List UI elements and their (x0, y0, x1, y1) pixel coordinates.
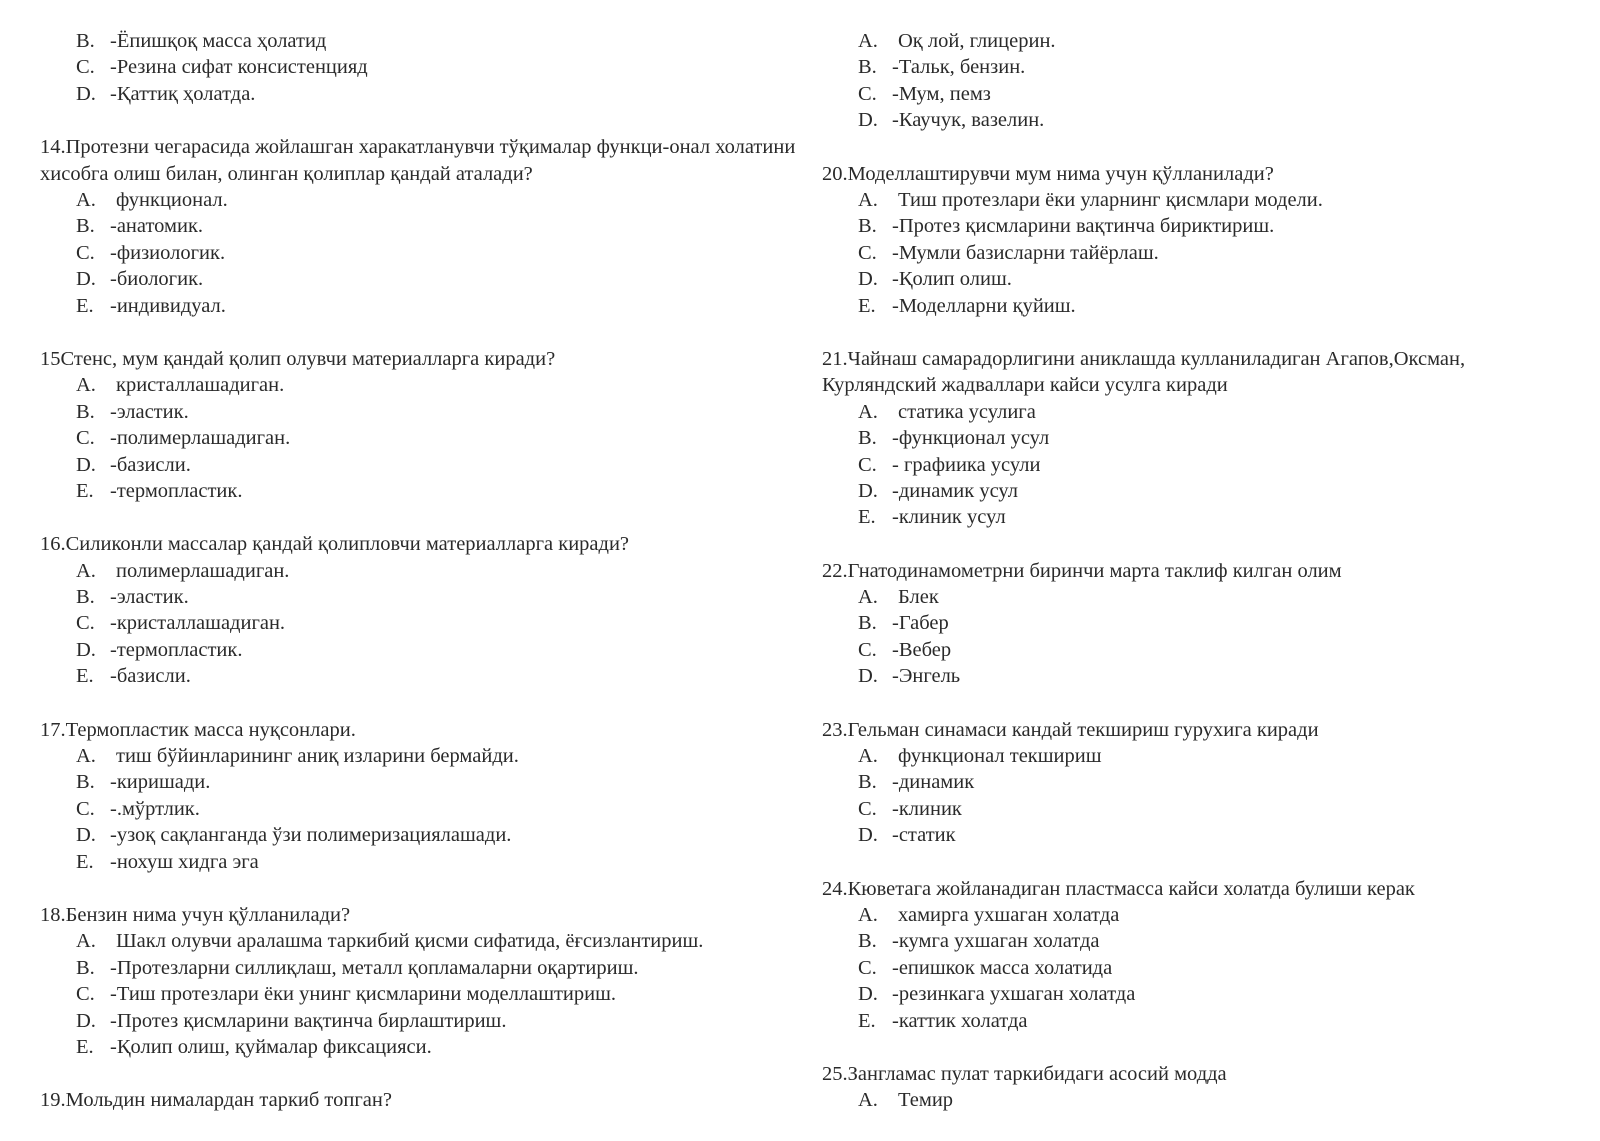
answer-option (822, 452, 1582, 478)
option-letter: E. (76, 479, 94, 502)
question-text: 19.Мольдин нималардан таркиб топган? (40, 1089, 392, 1112)
option-letter: A. (76, 188, 96, 211)
option-text: тиш бўйинларининг аниқ изларини бермайди. (116, 745, 519, 768)
option-letter: A. (76, 374, 96, 397)
option-letter: E. (858, 294, 876, 317)
option-text: хамирга ухшаган холатда (898, 904, 1120, 927)
question-block (40, 28, 800, 107)
option-letter: C. (76, 612, 95, 635)
answer-option (40, 637, 800, 663)
question-block (40, 902, 800, 1060)
option-letter: A. (858, 745, 878, 768)
option-letter: C. (858, 453, 877, 476)
option-letter: C. (858, 241, 877, 264)
option-text: Темир (898, 1089, 954, 1112)
option-letter: C. (76, 797, 95, 820)
answer-option (40, 81, 800, 107)
answer-option (40, 293, 800, 319)
option-text: -резинкага ухшаган холатда (892, 983, 1136, 1006)
answer-option (822, 1008, 1582, 1034)
answer-option (822, 981, 1582, 1007)
answer-option (822, 955, 1582, 981)
answer-option (822, 240, 1582, 266)
answer-option (40, 1008, 800, 1034)
answer-option (822, 28, 1582, 54)
answer-option (822, 187, 1582, 213)
option-letter: B. (76, 215, 95, 238)
option-letter: C. (76, 241, 95, 264)
answer-option (822, 213, 1582, 239)
option-text: -кристаллашадиган. (110, 612, 286, 635)
option-letter: A. (76, 745, 96, 768)
option-letter: E. (76, 850, 94, 873)
answer-option (822, 902, 1582, 928)
option-letter: D. (76, 638, 96, 661)
option-letter: D. (858, 268, 878, 291)
answer-option (822, 54, 1582, 80)
answer-option (40, 769, 800, 795)
option-text: -киришади. (110, 771, 211, 794)
answer-option (40, 478, 800, 504)
option-text: Шакл олувчи аралашма таркибий қисми сифатида, ёғсизлантириш. (116, 930, 704, 953)
option-letter: C. (858, 797, 877, 820)
option-text: -физиологик. (110, 241, 226, 264)
question-block (822, 161, 1582, 319)
answer-option (822, 796, 1582, 822)
answer-option (822, 425, 1582, 451)
option-letter: B. (76, 771, 95, 794)
question-text: 22.Гнатодинамометрни биринчи марта таклиф килган олим (822, 559, 1342, 582)
question-block (822, 558, 1582, 690)
answer-option (40, 425, 800, 451)
answer-option (40, 558, 800, 584)
option-text: -базисли. (110, 453, 191, 476)
option-letter: D. (76, 82, 96, 105)
option-text: -Габер (892, 612, 949, 635)
option-letter: A. (76, 559, 96, 582)
answer-option (40, 849, 800, 875)
answer-option (822, 928, 1582, 954)
option-text: статика усулига (898, 400, 1036, 423)
option-text: -термопластик. (110, 479, 243, 502)
question-text: 17.Термопластик масса нуқсонлари. (40, 718, 356, 741)
option-text: -биологик. (110, 268, 204, 291)
option-text: -Протезларни силлиқлаш, металл қопламаларни оқартириш. (110, 956, 639, 979)
question-text: 18.Бензин нима учун қўлланилади? (40, 904, 351, 927)
option-letter: A. (858, 188, 878, 211)
answer-option (40, 743, 800, 769)
option-letter: B. (858, 930, 877, 953)
option-letter: A. (76, 930, 96, 953)
answer-option (822, 769, 1582, 795)
option-letter: E. (858, 1009, 876, 1032)
answer-option (822, 663, 1582, 689)
answer-option (822, 293, 1582, 319)
question-block (40, 346, 800, 504)
answer-option (822, 637, 1582, 663)
answer-option (40, 54, 800, 80)
option-text: -Протез қисмларини вақтинча бирлаштириш. (110, 1009, 507, 1032)
option-letter: B. (76, 586, 95, 609)
answer-option (40, 240, 800, 266)
question-block (40, 134, 800, 319)
option-letter: C. (858, 956, 877, 979)
option-text: функционал текшириш (898, 745, 1102, 768)
option-letter: E. (76, 294, 94, 317)
option-text: полимерлашадиган. (116, 559, 290, 582)
option-text: -нохуш хидга эга (110, 850, 259, 873)
option-text: Блек (898, 586, 939, 609)
option-letter: D. (76, 453, 96, 476)
question-text: 24.Кюветага жойланадиган пластмасса кайси холатда булиши керак (822, 877, 1415, 900)
answer-option (40, 981, 800, 1007)
left-column (40, 28, 800, 1141)
question-block (822, 876, 1582, 1034)
question-text: 15Стенс, мум қандай қолип олувчи материалларга киради? (40, 347, 556, 370)
answer-option (40, 399, 800, 425)
answer-option (40, 584, 800, 610)
option-text: -клиник усул (892, 506, 1006, 529)
answer-option (40, 187, 800, 213)
option-text: -.мўртлик. (110, 797, 200, 820)
answer-option (40, 372, 800, 398)
option-letter: D. (858, 665, 878, 688)
option-text: -Ёпишқоқ масса ҳолатид (110, 30, 327, 52)
option-text: -Мум, пемз (892, 82, 991, 105)
option-text: -Қолип олиш, қуймалар фиксацияси. (110, 1035, 432, 1058)
option-letter: D. (76, 824, 96, 847)
answer-option (40, 955, 800, 981)
right-column (822, 28, 1582, 1141)
option-letter: B. (76, 30, 95, 52)
option-letter: D. (858, 479, 878, 502)
answer-option (40, 28, 800, 54)
option-letter: B. (76, 400, 95, 423)
option-letter: D. (858, 983, 878, 1006)
option-letter: B. (858, 771, 877, 794)
option-text: -Моделларни қуйиш. (892, 294, 1076, 317)
question-block (822, 346, 1582, 531)
option-letter: E. (858, 506, 876, 529)
option-text: функционал. (116, 188, 228, 211)
option-text: -Тальк, бензин. (892, 56, 1026, 79)
answer-option (822, 822, 1582, 848)
answer-option (40, 213, 800, 239)
option-text: - графиика усули (892, 453, 1041, 476)
answer-option (822, 107, 1582, 133)
option-text: -базисли. (110, 665, 191, 688)
answer-option (822, 610, 1582, 636)
answer-option (40, 822, 800, 848)
option-letter: C. (76, 983, 95, 1006)
option-letter: A. (858, 904, 878, 927)
option-letter: B. (858, 215, 877, 238)
option-text: -узоқ сақланганда ўзи полимеризациялашади. (110, 824, 512, 847)
option-text: -Энгель (892, 665, 961, 688)
question-block (822, 1061, 1582, 1114)
answer-option (40, 1034, 800, 1060)
answer-option (822, 584, 1582, 610)
question-block (822, 28, 1582, 134)
option-letter: C. (858, 82, 877, 105)
option-text: -Мумли базисларни тайёрлаш. (892, 241, 1159, 264)
question-block (40, 531, 800, 689)
option-letter: A. (858, 30, 878, 52)
option-text: -функционал усул (892, 427, 1050, 450)
question-text: 21.Чайнаш самарадорлигини аниклашда кулланиладиган Агапов,Оксман, Курляндский жадваллари кайси усулга киради (822, 347, 1466, 397)
question-text: 23.Гельман синамаси кандай текшириш гурухига киради (822, 718, 1319, 741)
question-block (822, 717, 1582, 849)
option-letter: B. (858, 427, 877, 450)
option-text: -эластик. (110, 400, 189, 423)
option-letter: B. (858, 612, 877, 635)
answer-option (40, 796, 800, 822)
option-text: -Тиш протезлари ёки унинг қисмларини моделлаштириш. (110, 983, 617, 1006)
answer-option (822, 504, 1582, 530)
option-text: Оқ лой, глицерин. (898, 30, 1056, 52)
answer-option (822, 81, 1582, 107)
option-letter: D. (858, 109, 878, 132)
option-letter: E. (76, 1035, 94, 1058)
answer-option (40, 266, 800, 292)
option-text: -епишкок масса холатида (892, 956, 1113, 979)
answer-option (822, 266, 1582, 292)
question-text: 20.Моделлаштирувчи мум нима учун қўлланилади? (822, 162, 1274, 185)
option-text: -эластик. (110, 586, 189, 609)
option-text: -динамик (892, 771, 975, 794)
option-letter: D. (858, 824, 878, 847)
option-text: -Вебер (892, 638, 952, 661)
answer-option (40, 452, 800, 478)
answer-option (40, 663, 800, 689)
option-text: -индивидуал. (110, 294, 226, 317)
option-letter: D. (76, 268, 96, 291)
option-text: кристаллашадиган. (116, 374, 285, 397)
answer-option (822, 1087, 1582, 1113)
answer-option (822, 399, 1582, 425)
option-text: -Каучук, вазелин. (892, 109, 1045, 132)
option-letter: A. (858, 586, 878, 609)
option-text: -каттик холатда (892, 1009, 1028, 1032)
answer-option (40, 928, 800, 954)
option-text: Тиш протезлари ёки уларнинг қисмлари модели. (898, 188, 1323, 211)
option-text: -Қолип олиш. (892, 268, 1012, 291)
option-text: -Протез қисмларини вақтинча бириктириш. (892, 215, 1275, 238)
option-text: -анатомик. (110, 215, 204, 238)
question-text: 16.Силиконли массалар қандай қолипловчи материалларга киради? (40, 533, 630, 556)
option-letter: A. (858, 1089, 878, 1112)
option-text: -динамик усул (892, 479, 1018, 502)
answer-option (822, 478, 1582, 504)
option-text: -кумга ухшаган холатда (892, 930, 1100, 953)
option-letter: D. (76, 1009, 96, 1032)
question-text: 14.Протезни чегарасида жойлашган харакатланувчи тўқималар функци-онал холатини хисобга олиш билан, олинган қолиплар қандай аталади? (40, 136, 796, 185)
option-letter: E. (76, 665, 94, 688)
option-letter: C. (858, 638, 877, 661)
option-text: -термопластик. (110, 638, 243, 661)
question-block (40, 717, 800, 875)
answer-option (822, 743, 1582, 769)
option-text: -клиник (892, 797, 962, 820)
option-text: -Қаттиқ ҳолатда. (110, 82, 256, 105)
option-letter: C. (76, 56, 95, 79)
option-letter: B. (858, 56, 877, 79)
option-letter: B. (76, 956, 95, 979)
option-text: -Резина сифат консистенцияд (110, 56, 368, 79)
option-text: -статик (892, 824, 956, 847)
question-block (40, 1087, 800, 1113)
option-letter: C. (76, 427, 95, 450)
option-text: -полимерлашадиган. (110, 427, 291, 450)
question-text: 25.Зангламас пулат таркибидаги асосий модда (822, 1062, 1227, 1085)
option-letter: A. (858, 400, 878, 423)
answer-option (40, 610, 800, 636)
